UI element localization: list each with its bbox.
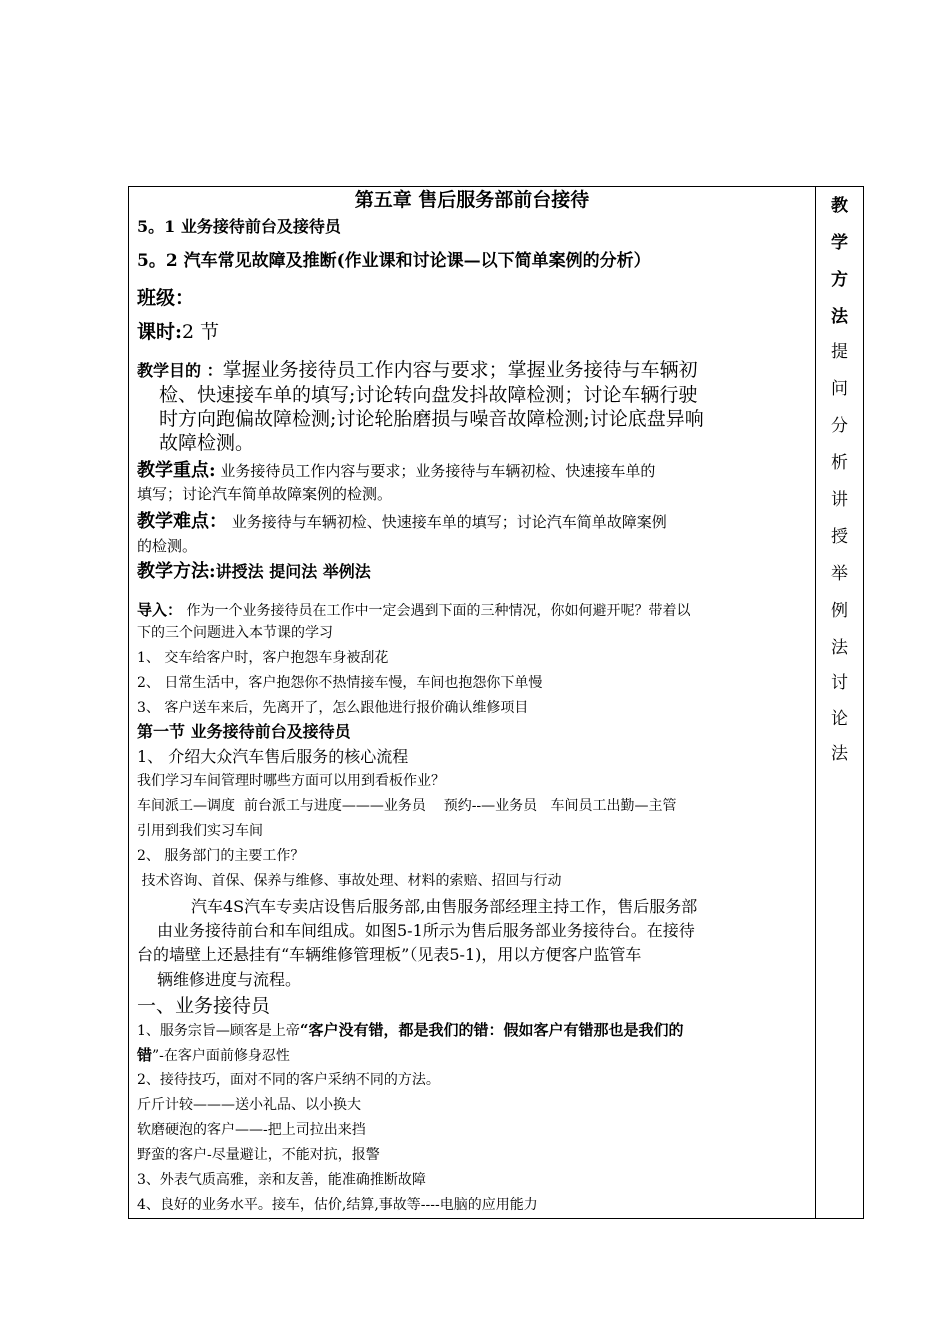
key-points-line-2: 填写；讨论汽车简单故障案例的检测。 xyxy=(137,485,393,503)
section-5-1: 5。1 业务接待前台及接待员 xyxy=(137,217,341,236)
tail-line-4: 野蛮的客户-尽量避让，不能对抗，报警 xyxy=(137,1147,380,1163)
difficulties-line-1: 教学难点： 业务接待与车辆初检、快速接车单的填写；讨论汽车简单故障案例 xyxy=(137,511,667,532)
paragraph-line-4: 辆维修进度与流程。 xyxy=(157,970,302,989)
side-method-char: 问 xyxy=(831,379,848,399)
side-header-char: 方 xyxy=(831,270,848,290)
side-method-char: 分 xyxy=(831,416,848,436)
side-method-char: 法 xyxy=(831,744,848,764)
subsection-title: 一、业务接待员 xyxy=(137,995,271,1017)
body-line-4: 引用到我们实习车间 xyxy=(137,823,263,839)
tail-line-2: 斤斤计较———送小礼品、以小换大 xyxy=(137,1097,361,1113)
tail-line-6: 4、良好的业务水平。接车，估价,结算,事故等----电脑的应用能力 xyxy=(137,1197,538,1213)
objectives-line-2: 检、快速接车单的填写;讨论转向盘发抖故障检测；讨论车辆行驶 xyxy=(159,384,698,406)
class-label: 班级： xyxy=(137,287,195,309)
intro-label: 导入： xyxy=(137,601,183,619)
objectives-line-3: 时方向跑偏故障检测;讨论轮胎磨损与噪音故障检测;讨论底盘异响 xyxy=(159,408,704,430)
intro-item-3: 3、 客户送车来后，先离开了，怎么跟他进行报价确认维修项目 xyxy=(137,700,529,716)
hours-line xyxy=(137,321,809,344)
intro-item-1: 1、 交车给客户时，客户抱怨车身被刮花 xyxy=(137,650,389,666)
paragraph-line-3: 台的墙壁上还悬挂有“车辆维修管理板”（见表5-1)，用以方便客户监管车 xyxy=(137,945,642,964)
side-method-char: 提 xyxy=(831,342,848,362)
side-method-char: 析 xyxy=(831,453,848,473)
methods-line xyxy=(137,561,809,583)
intro-line-1: 导入： 作为一个业务接待员在工作中一定会遇到下面的三种情况，你如何避开呢？带着以 xyxy=(137,601,691,619)
hours-label: 课时: xyxy=(137,321,183,343)
paragraph-line-2: 由业务接待前台和车间组成。如图5-1所示为售后服务部业务接待台。在接待 xyxy=(157,921,695,940)
section1-title: 第一节 业务接待前台及接待员 xyxy=(137,722,351,741)
objectives-line-1: 教学目的 ：掌握业务接待员工作内容与要求；掌握业务接待与车辆初 xyxy=(137,359,698,381)
teaching-method-cell xyxy=(816,187,863,1218)
section-5-2: 5。2 汽车常见故障及推断(作业课和讨论课—以下简单案例的分析） xyxy=(137,251,651,271)
body-line-5: 2、 服务部门的主要工作？ xyxy=(137,848,305,864)
difficulties-line-2: 的检测。 xyxy=(137,537,198,555)
body-line-2: 我们学习车间管理时哪些方面可以用到看板作业？ xyxy=(137,773,445,789)
tail-line-3: 软磨硬泡的客户——-把上司拉出来挡 xyxy=(137,1122,366,1138)
side-header-char: 学 xyxy=(831,233,848,253)
body-line-6: 技术咨询、首保、保养与维修、事故处理、材料的索赔、招回与行动 xyxy=(137,873,562,889)
side-header-char: 法 xyxy=(831,307,848,327)
side-method-char: 论 xyxy=(831,709,848,729)
objectives-label: 教学目的 ： xyxy=(137,361,223,380)
body-line-3: 车间派工—调度 前台派工与进度———业务员 预约--—业务员 车间员工出勤—主管 xyxy=(137,798,677,814)
chapter-title: 第五章 售后服务部前台接待 xyxy=(354,189,590,211)
objectives-line-4: 故障检测。 xyxy=(159,432,255,454)
methods-value: 讲授法 提问法 举例法 xyxy=(215,562,371,581)
paragraph-line-1: 汽车4S汽车专卖店设售后服务部,由售服务部经理主持工作，售后服务部 xyxy=(191,897,698,916)
tail-line-1: 2、接待技巧，面对不同的客户采纳不同的方法。 xyxy=(137,1072,440,1088)
side-method-char: 举 xyxy=(831,564,848,584)
hours-value: 2 节 xyxy=(182,321,220,343)
intro-item-2: 2、 日常生活中，客户抱怨你不热情接车慢，车间也抱怨你下单慢 xyxy=(137,675,543,691)
body-line-1: 1、 介绍大众汽车售后服务的核心流程 xyxy=(137,747,409,766)
key-points-line-1: 教学重点: 业务接待员工作内容与要求；业务接待与车辆初检、快速接车单的 xyxy=(137,460,656,481)
main-content-cell xyxy=(129,187,816,1218)
side-method-char: 讨 xyxy=(831,673,848,693)
side-method-char: 讲 xyxy=(831,490,848,510)
side-method-char: 授 xyxy=(831,527,848,547)
side-header-char: 教 xyxy=(831,196,848,216)
key-points-label: 教学重点: xyxy=(137,460,216,481)
side-method-char: 例 xyxy=(831,601,848,621)
methods-label: 教学方法: xyxy=(137,561,216,582)
difficulties-label: 教学难点： xyxy=(137,511,227,532)
lesson-plan-table xyxy=(128,186,864,1219)
tail-line-5: 3、外表气质高雅，亲和友善，能准确推断故障 xyxy=(137,1172,426,1188)
item1-line-1: 1、服务宗旨—顾客是上帝“客户没有错，都是我们的错：假如客户有错那也是我们的 xyxy=(137,1021,684,1039)
intro-line-2: 下的三个问题进入本节课的学习 xyxy=(137,625,333,641)
side-method-char: 法 xyxy=(831,638,848,658)
item1-line-2: 错”-在客户面前修身忍性 xyxy=(137,1046,290,1064)
